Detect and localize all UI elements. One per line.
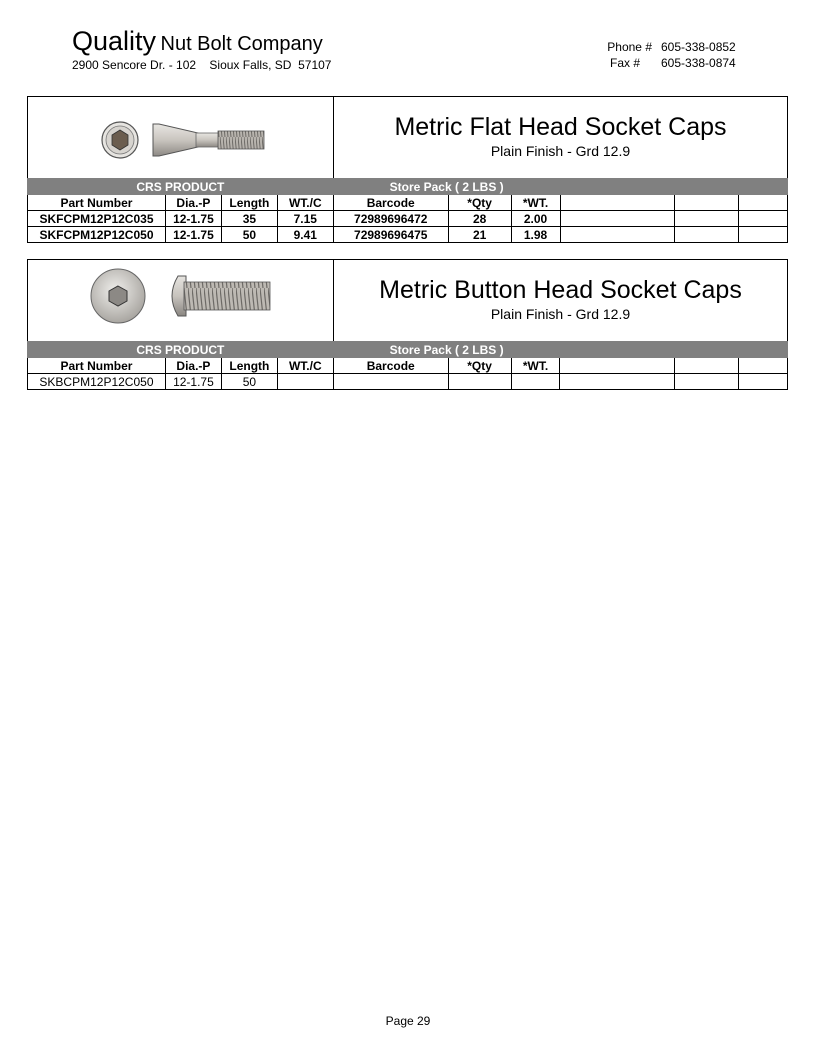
product-subtitle: Plain Finish - Grd 12.9 (490, 306, 631, 322)
cell-dia-p: 12-1.75 (165, 227, 221, 243)
product-subtitle: Plain Finish - Grd 12.9 (490, 143, 631, 159)
cell-empty (739, 227, 788, 243)
cell-length: 50 (221, 227, 277, 243)
table-band-row (28, 342, 788, 358)
col-part-number: Part Number (28, 358, 166, 374)
cell-empty (739, 211, 788, 227)
col-qty: *Qty (448, 358, 511, 374)
col-wt-c: WT./C (277, 195, 333, 211)
cell-empty (560, 227, 675, 243)
col-wt-c: WT./C (277, 358, 333, 374)
product-title-block (334, 260, 787, 323)
page-number: Page 29 (385, 1014, 431, 1028)
flat-head-socket-cap-screw-icon (28, 97, 333, 179)
cell-part-number: SKBCPM12P12C050 (28, 374, 166, 390)
band-crs-product: CRS PRODUCT (28, 179, 334, 195)
company-name (72, 26, 323, 57)
fax-row (600, 56, 736, 72)
cell-empty (675, 227, 739, 243)
cell-barcode: 72989696475 (333, 227, 448, 243)
band-blank (560, 342, 788, 358)
cell-wt (511, 374, 560, 390)
fax-label: Fax # (609, 56, 640, 70)
band-blank (560, 179, 787, 195)
cell-length: 50 (221, 374, 277, 390)
band-store-pack: Store Pack ( 2 LBS ) (333, 342, 560, 358)
cell-empty (675, 374, 739, 390)
cell-wt-c: 7.15 (277, 211, 333, 227)
cell-empty (560, 211, 675, 227)
cell-empty (739, 374, 788, 390)
phone-number: 605-338-0852 (661, 40, 736, 54)
cell-empty (675, 211, 739, 227)
col-wt: *WT. (511, 358, 560, 374)
col-length: Length (221, 195, 277, 211)
fax-number: 605-338-0874 (661, 56, 736, 70)
col-empty (739, 358, 788, 374)
col-empty (560, 358, 675, 374)
cell-qty: 28 (448, 211, 511, 227)
col-qty: *Qty (448, 195, 511, 211)
product-table (27, 341, 788, 390)
product-title: Metric Button Head Socket Caps (379, 276, 742, 304)
band-store-pack: Store Pack ( 2 LBS ) (333, 179, 560, 195)
cell-wt: 1.98 (511, 227, 560, 243)
band-crs-product: CRS PRODUCT (28, 342, 334, 358)
product-hero (27, 96, 788, 180)
button-head-socket-cap-screw-icon (28, 260, 333, 342)
product-hero (27, 259, 788, 343)
cell-empty (560, 374, 675, 390)
cell-wt-c: 9.41 (277, 227, 333, 243)
table-header-row (28, 358, 788, 374)
cell-qty: 21 (448, 227, 511, 243)
cell-qty (448, 374, 511, 390)
table-header-row (28, 195, 788, 211)
table-band-row (28, 179, 788, 195)
cell-part-number: SKFCPM12P12C035 (28, 211, 166, 227)
cell-length: 35 (221, 211, 277, 227)
table-row (28, 211, 788, 227)
cell-wt-c (277, 374, 333, 390)
col-dia-p: Dia.-P (165, 195, 221, 211)
col-empty (739, 195, 788, 211)
product-title-block (334, 97, 787, 160)
cell-wt: 2.00 (511, 211, 560, 227)
product-image-cell (28, 260, 334, 342)
cell-part-number: SKFCPM12P12C050 (28, 227, 166, 243)
cell-dia-p: 12-1.75 (165, 374, 221, 390)
col-empty (675, 358, 739, 374)
cell-dia-p: 12-1.75 (165, 211, 221, 227)
col-barcode: Barcode (333, 195, 448, 211)
product-title: Metric Flat Head Socket Caps (394, 113, 727, 141)
table-row (28, 374, 788, 390)
phone-row (600, 40, 736, 56)
cell-barcode: 72989696472 (333, 211, 448, 227)
contact-block (600, 40, 736, 72)
cell-barcode (333, 374, 448, 390)
product-image-cell (28, 97, 334, 179)
company-address: 2900 Sencore Dr. - 102 Sioux Falls, SD 57107 (72, 58, 332, 72)
col-empty (675, 195, 739, 211)
col-dia-p: Dia.-P (165, 358, 221, 374)
phone-label: Phone # (607, 40, 652, 54)
col-length: Length (221, 358, 277, 374)
col-wt: *WT. (511, 195, 560, 211)
product-table (27, 178, 788, 243)
company-name-bold: Quality (72, 26, 157, 56)
table-row (28, 227, 788, 243)
col-empty (560, 195, 675, 211)
company-name-rest: Nut Bolt Company (160, 33, 323, 55)
col-barcode: Barcode (333, 358, 448, 374)
col-part-number: Part Number (28, 195, 166, 211)
